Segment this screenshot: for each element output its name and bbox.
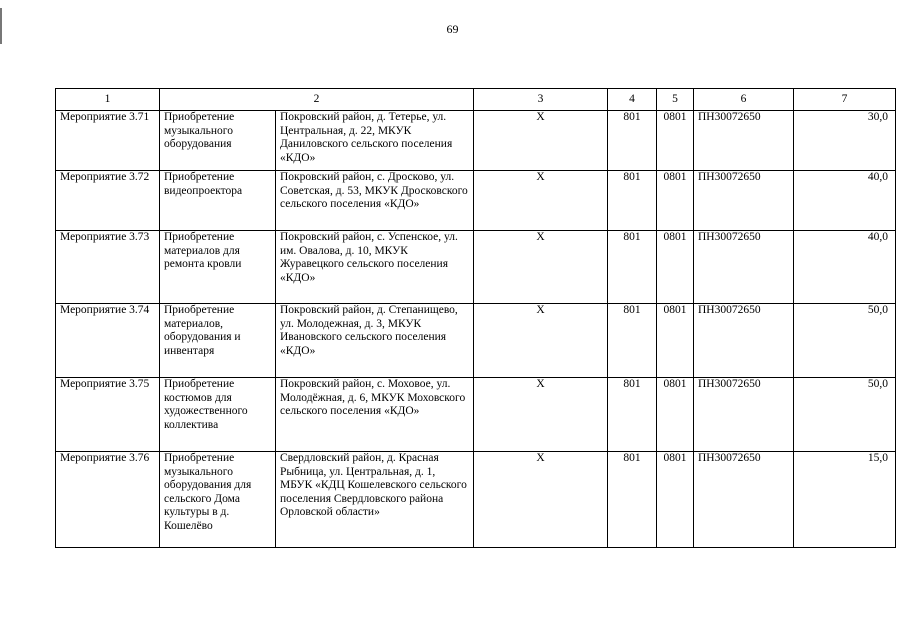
table-row (56, 304, 896, 378)
activity-cell: Мероприятие 3.76 (56, 452, 160, 548)
col3-cell: X (474, 378, 608, 452)
header-cell: 1 (56, 89, 160, 111)
budget-table (55, 88, 896, 548)
col5-cell: 0801 (657, 378, 694, 452)
header-cell: 3 (474, 89, 608, 111)
col4-cell: 801 (608, 231, 657, 304)
col4-cell: 801 (608, 171, 657, 231)
col3-cell: X (474, 171, 608, 231)
amount-cell: 30,0 (794, 111, 896, 171)
col3-cell: X (474, 304, 608, 378)
col6-cell: ПН30072650 (694, 231, 794, 304)
activity-cell: Мероприятие 3.75 (56, 378, 160, 452)
col3-cell: X (474, 231, 608, 304)
col5-cell: 0801 (657, 171, 694, 231)
activity-cell: Мероприятие 3.72 (56, 171, 160, 231)
table-row (56, 231, 896, 304)
table-row (56, 111, 896, 171)
purpose-cell: Приобретение музыкального оборудования для сельского Дома культуры в д. Кошелёво (160, 452, 276, 548)
table-row (56, 452, 896, 548)
col3-cell: X (474, 452, 608, 548)
col6-cell: ПН30072650 (694, 378, 794, 452)
address-cell: Покровский район, с. Успенское, ул. им. Овалова, д. 10, МКУК Журавецкого сельского поселения «КДО» (276, 231, 474, 304)
col4-cell: 801 (608, 111, 657, 171)
page-number: 69 (446, 22, 459, 36)
purpose-cell: Приобретение материалов, оборудования и инвентаря (160, 304, 276, 378)
col3-cell: X (474, 111, 608, 171)
purpose-cell: Приобретение материалов для ремонта кровли (160, 231, 276, 304)
address-cell: Покровский район, д. Степанищево, ул. Молодежная, д. 3, МКУК Ивановского сельского поселения «КДО» (276, 304, 474, 378)
address-cell: Покровский район, с. Дросково, ул. Советская, д. 53, МКУК Дросковского сельского поселения «КДО» (276, 171, 474, 231)
col5-cell: 0801 (657, 111, 694, 171)
activity-cell: Мероприятие 3.71 (56, 111, 160, 171)
col5-cell: 0801 (657, 452, 694, 548)
col5-cell: 0801 (657, 304, 694, 378)
activity-cell: Мероприятие 3.73 (56, 231, 160, 304)
table-row (56, 378, 896, 452)
amount-cell: 40,0 (794, 231, 896, 304)
header-row (56, 89, 896, 111)
purpose-cell: Приобретение музыкального оборудования (160, 111, 276, 171)
header-cell: 6 (694, 89, 794, 111)
header-cell: 7 (794, 89, 896, 111)
amount-cell: 50,0 (794, 304, 896, 378)
col6-cell: ПН30072650 (694, 111, 794, 171)
header-cell: 2 (160, 89, 474, 111)
col6-cell: ПН30072650 (694, 452, 794, 548)
amount-cell: 15,0 (794, 452, 896, 548)
amount-cell: 50,0 (794, 378, 896, 452)
address-cell: Свердловский район, д. Красная Рыбница, ул. Центральная, д. 1, МБУК «КДЦ Кошелевского сельского поселения Свердловского района Орловской области» (276, 452, 474, 548)
purpose-cell: Приобретение костюмов для художественного коллектива (160, 378, 276, 452)
activity-cell: Мероприятие 3.74 (56, 304, 160, 378)
address-cell: Покровский район, д. Тетерье, ул. Центральная, д. 22, МКУК Даниловского сельского поселения «КДО» (276, 111, 474, 171)
col5-cell: 0801 (657, 231, 694, 304)
address-cell: Покровский район, с. Моховое, ул. Молодёжная, д. 6, МКУК Моховского сельского поселения «КДО» (276, 378, 474, 452)
col4-cell: 801 (608, 304, 657, 378)
col6-cell: ПН30072650 (694, 171, 794, 231)
header-cell: 5 (657, 89, 694, 111)
purpose-cell: Приобретение видеопроектора (160, 171, 276, 231)
col6-cell: ПН30072650 (694, 304, 794, 378)
amount-cell: 40,0 (794, 171, 896, 231)
table-row (56, 171, 896, 231)
header-cell: 4 (608, 89, 657, 111)
col4-cell: 801 (608, 378, 657, 452)
col4-cell: 801 (608, 452, 657, 548)
